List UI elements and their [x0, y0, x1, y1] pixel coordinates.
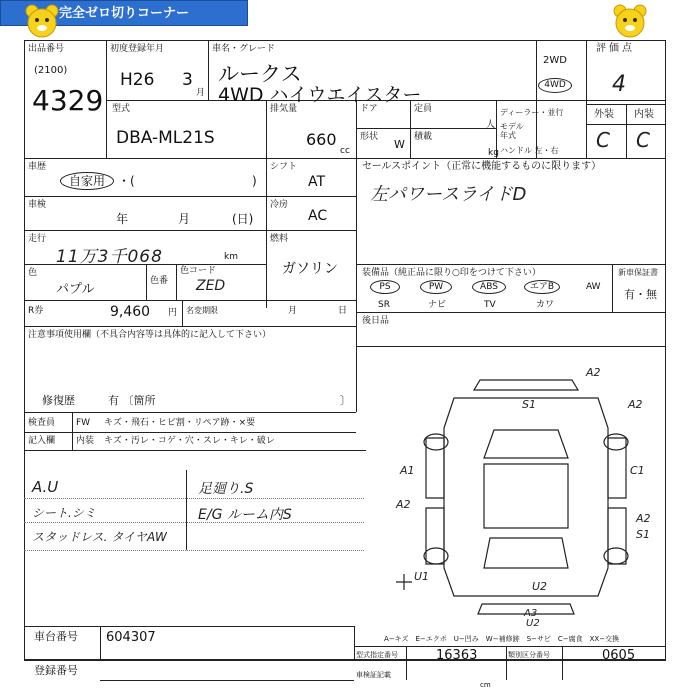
exterior-label: 外装 — [594, 109, 614, 120]
mileage-label: 走行 — [28, 234, 47, 244]
mileage-value: 11万3千068 — [56, 247, 163, 267]
equip-sr: SR — [378, 300, 390, 310]
handle-label: ハンドル 左・右 — [500, 146, 559, 155]
manual-label: 新車保証書 — [618, 268, 658, 277]
registration-month: 3 — [182, 70, 193, 90]
mark-a2-right2: A2 — [636, 512, 651, 525]
registration-label: 初度登録年月 — [110, 44, 165, 54]
interior-check-label: 内装 — [76, 436, 95, 446]
bear-mascot-icon — [22, 3, 62, 39]
mark-s1-right: S1 — [636, 528, 650, 541]
type-designation-label: 型式指定番号 — [356, 651, 398, 659]
car-label: 車名・グレード — [212, 44, 276, 54]
mark-a3: A3 — [524, 608, 538, 619]
repair-close: 〕 — [340, 394, 351, 407]
recycle-value: 9,460 — [110, 304, 151, 320]
doors-label: ドア — [360, 104, 378, 114]
type-designation-value: 16363 — [436, 648, 478, 663]
equip-abs: ABS — [472, 280, 506, 294]
note-line-3: スタッドレス. タイヤAW — [32, 530, 167, 544]
lot-sub: (2100) — [34, 65, 68, 76]
history-close: ) — [252, 174, 257, 188]
lot-label: 出品番号 — [28, 44, 65, 54]
history-value-circled: 自家用 — [60, 172, 114, 190]
dims-label: 車検証記載 — [356, 671, 391, 679]
color-code: ZED — [196, 278, 226, 294]
mark-u2: U2 — [532, 580, 548, 593]
equip-airbag: エアB — [524, 280, 560, 294]
score-value: 4 — [612, 72, 626, 97]
model-value: DBA-ML21S — [116, 128, 215, 148]
damage-legend: A−キズ E−エクボ U−凹み W−補修跡 S−サビ C−腐食 XX−交換 — [384, 635, 620, 643]
dealer-label: ディーラー・並行 — [500, 108, 564, 117]
equipment-label: 装備品（純正品に限り○印をつけて下さい） — [362, 268, 541, 278]
equip-pw: PW — [420, 280, 452, 294]
fuel-value: ガソリン — [282, 261, 338, 277]
recycle-label: R券 — [28, 306, 44, 316]
interior-score: C — [636, 128, 650, 152]
rear-seat-label: 後日品 — [362, 316, 390, 326]
score-label: 評価点 — [596, 43, 635, 54]
note-right-1: 足廻り.S — [198, 481, 254, 497]
chassis-label: 車台番号 — [34, 630, 78, 643]
color-value: パプル — [56, 282, 95, 297]
ac-value: AC — [308, 208, 328, 224]
history-rest: ・( — [118, 174, 135, 188]
drive-2wd: 2WD — [543, 55, 567, 66]
mark-u2-bottom: U2 — [526, 618, 540, 629]
class-designation-value: 0605 — [602, 648, 636, 663]
colorcode-label: 色コード — [180, 266, 217, 276]
registration-month-unit: 月 — [196, 88, 206, 98]
color-label: 色 — [28, 268, 38, 278]
fw-label: FW — [76, 418, 91, 428]
mark-c1: C1 — [630, 464, 645, 477]
color-code-label: 色番 — [150, 276, 169, 286]
mark-a1: A1 — [400, 464, 415, 477]
dims-cm: cm — [480, 681, 491, 689]
note-right-2: E/G ルーム内S — [198, 507, 292, 523]
interior-label: 内装 — [634, 109, 654, 120]
fuel-label: 燃料 — [270, 234, 289, 244]
fw-items: キズ・飛石・ヒビ割・リペア跡・×要 — [104, 418, 256, 428]
ac-label: 冷房 — [270, 200, 289, 210]
displacement-value: 660 — [306, 130, 337, 149]
banner-title: 完全ゼロ切りコーナー — [0, 0, 248, 26]
displacement-label: 排気量 — [270, 104, 298, 114]
equip-tv: TV — [484, 300, 496, 310]
reg-number-label: 登録番号 — [34, 664, 78, 677]
car-name: ルークス — [218, 62, 302, 86]
checker-label: 検査員 — [28, 418, 56, 428]
inspection-day: (日) — [232, 212, 254, 226]
note-line-1: A.U — [32, 478, 59, 496]
equip-ps: PS — [370, 280, 400, 294]
doors-shape: W — [394, 138, 405, 151]
mark-a2-top: A2 — [586, 366, 601, 379]
mark-a2-right: A2 — [628, 398, 643, 411]
name-change-day: 日 — [338, 306, 348, 316]
bear-mascot-icon — [610, 3, 650, 39]
equip-leather: カワ — [536, 300, 555, 310]
exterior-score: C — [596, 128, 610, 152]
history-label: 車歴 — [28, 162, 47, 172]
capacity-label: 定員 — [414, 104, 433, 114]
inspection-month: 月 — [178, 212, 191, 226]
car-damage-diagram — [396, 368, 656, 618]
displacement-unit: cc — [340, 146, 350, 156]
inspection-label: 車検 — [28, 200, 47, 210]
name-change-month: 月 — [288, 306, 298, 316]
inspection-year: 年 — [116, 212, 129, 226]
car-grade: 4WD ハイウエイスター — [218, 84, 422, 106]
capacity-unit: 人 — [486, 120, 496, 130]
model-year-label: モデル 年式 — [500, 122, 524, 140]
selling-text: 左パワースライドD — [370, 184, 527, 205]
class-designation-label: 類別区分番号 — [508, 651, 550, 659]
chassis-value: 604307 — [106, 630, 156, 645]
shift-label: シフト — [270, 162, 298, 172]
notes-label: 注意事項使用欄（不具合内容等は具体的に記入して下さい） — [28, 330, 272, 340]
load-unit: kg — [488, 148, 499, 158]
shift-value: AT — [308, 174, 326, 190]
interior-check-items: キズ・汚レ・コゲ・穴・スレ・キレ・破レ — [104, 436, 275, 446]
recycle-unit: 円 — [168, 308, 178, 318]
record-label: 記入欄 — [28, 436, 56, 446]
registration-era: H26 — [120, 70, 155, 90]
note-line-2: シート.シミ — [32, 506, 96, 520]
drive-4wd-circled: 4WD — [538, 78, 572, 93]
mileage-unit: km — [224, 252, 238, 262]
manual-value: 有・無 — [624, 288, 657, 301]
lot-number: 4329 — [32, 84, 104, 117]
selling-label: セールスポイント（正常に機能するものに限ります） — [362, 161, 602, 172]
name-change-label: 名変期限 — [186, 306, 218, 315]
equip-navi: ナビ — [428, 300, 447, 310]
mark-u1: U1 — [414, 570, 430, 583]
repair-label: 修復歴 — [42, 394, 75, 407]
doors-shape-label: 形状 — [360, 132, 379, 142]
mark-a2-left: A2 — [396, 498, 411, 511]
model-label: 型式 — [112, 104, 131, 114]
mark-s1-top: S1 — [522, 398, 536, 411]
repair-value: 有 〔箇所 — [108, 394, 156, 407]
load-label: 積載 — [414, 132, 433, 142]
equip-aw: AW — [586, 282, 601, 292]
